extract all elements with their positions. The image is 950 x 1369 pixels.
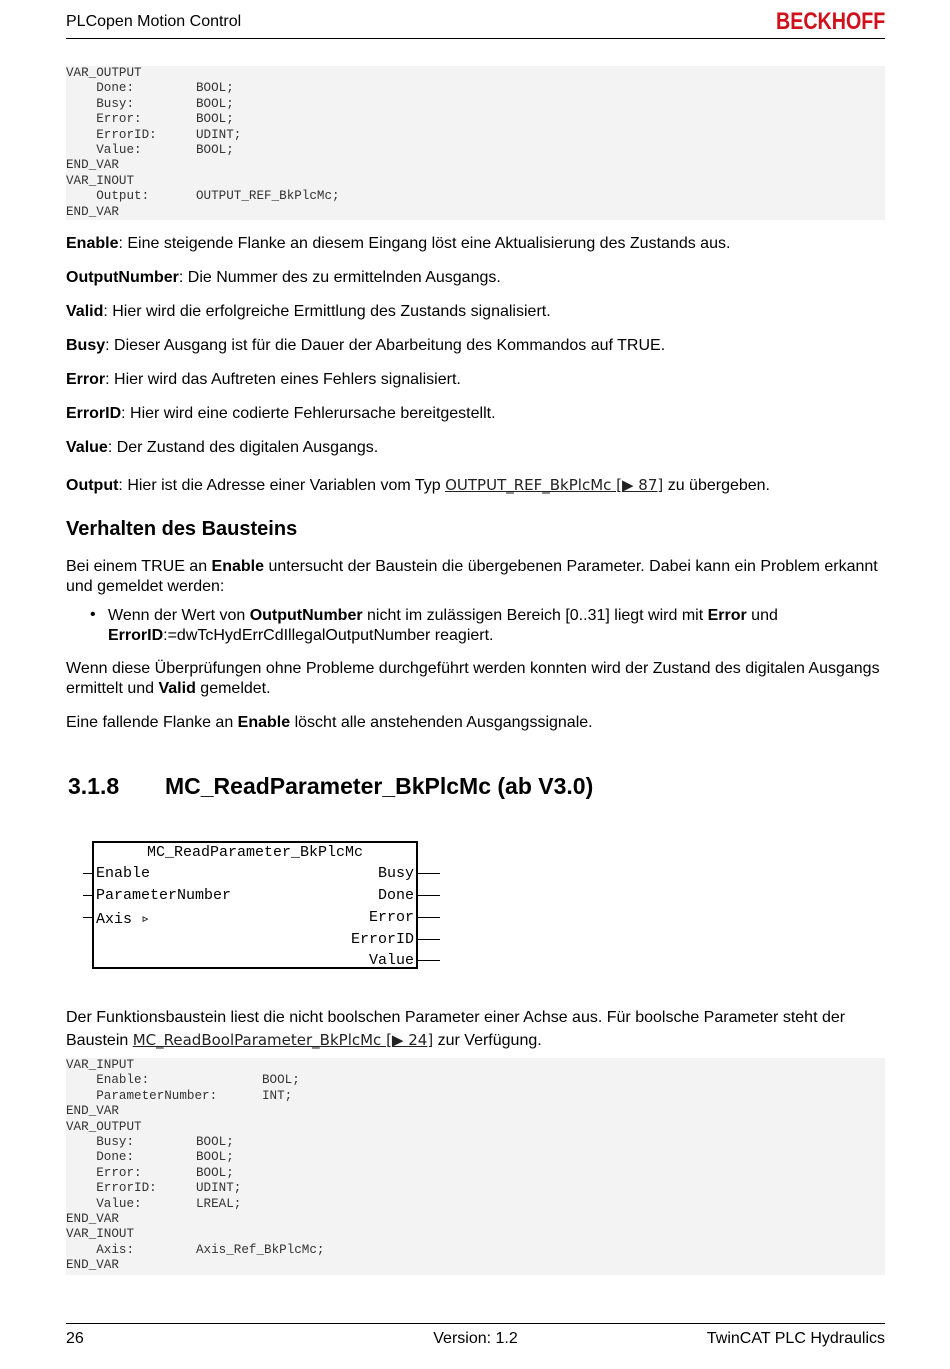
code-keyword: Error: [66,112,142,127]
code-keyword: END_VAR [66,158,119,173]
code-line [66,1243,885,1258]
code-line [66,128,885,143]
behaviour-paragraph-2: Wenn diese Überprüfungen ohne Probleme durchgeführt werden konnten wird der Zustand des digitalen Ausgangs ermittelt und Valid gemeldet. [66,660,880,697]
fb-pin-out-1 [418,873,440,874]
bullet-marker: • [90,606,96,623]
param-description-error [66,370,885,390]
code-keyword: Done: [66,81,135,96]
code-keyword: Axis: [66,1242,135,1257]
code-keyword: END_VAR [66,1211,119,1226]
param-description-enable [66,234,885,254]
code-line [66,174,885,189]
fb-input-parameternumber: ParameterNumber [96,887,232,904]
code-type: BOOL; [196,96,234,111]
code-keyword: Value: [66,1196,142,1211]
behaviour-paragraph-1: Bei einem TRUE an Enable untersucht der Baustein die übergebenen Parameter. Dabei kann ein Problem erkannt und gemeldet werden: [66,558,878,595]
fb-pin-out-5 [418,960,440,961]
code-keyword: END_VAR [66,1258,119,1273]
fb-output-value: Value [368,952,414,969]
code-line [66,189,885,204]
param-name: Busy [66,337,106,354]
param-text: : Dieser Ausgang ist für die Dauer der Abarbeitung des Kommandos auf TRUE. [105,337,666,354]
code-line [66,158,885,173]
header-title: PLCopen Motion Control [66,13,242,30]
code-line [66,1258,885,1273]
fb-pin-out-3 [418,917,440,918]
param-text: : Eine steigende Flanke an diesem Eingang löst eine Aktualisierung des Zustands aus. [118,235,731,252]
code-type: BOOL; [196,112,234,127]
code-line [66,1181,885,1196]
output-param-description [66,475,885,496]
code-line [66,1227,885,1242]
code-keyword: Enable: [66,1073,150,1088]
param-description-valid [66,302,885,322]
section-heading-behaviour: Verhalten des Bausteins [66,518,298,540]
version-label: Version: 1.2 [433,1330,518,1347]
param-name: Value [66,439,108,456]
code-keyword: ErrorID: [66,127,157,142]
code-type: BOOL; [196,1165,234,1180]
code-keyword: Value: [66,142,142,157]
code-type: UDINT; [196,127,242,142]
fb-pin-in-2 [83,895,92,896]
fb-description: Der Funktionsbaustein liest die nicht boolschen Parameter einer Achse aus. Für boolsche Parameter steht der Baustein MC_ReadBoolParameter_BkPlcMc [▶ 24] zur Verfügung. [66,1009,846,1049]
fb-pin-out-4 [418,939,440,940]
code-line [66,97,885,112]
fb-output-errorid: ErrorID [350,931,414,948]
fb-input-enable: Enable [96,865,151,882]
output-ref-link[interactable]: OUTPUT_REF_BkPlcMc [▶ 87] [445,476,664,494]
function-block-diagram [92,841,418,969]
param-description-errorid [66,404,885,424]
param-text: : Der Zustand des digitalen Ausgangs. [107,439,379,456]
code-line [66,1089,885,1104]
code-line [66,1212,885,1227]
code-type: OUTPUT_REF_BkPlcMc; [196,189,340,204]
section-title: MC_ReadParameter_BkPlcMc (ab V3.0) [165,773,594,799]
param-text: : Hier wird eine codierte Fehlerursache bereitgestellt. [121,405,496,422]
fb-pin-out-2 [418,895,440,896]
code-line [66,1197,885,1212]
param-name: Output [66,477,119,494]
fb-pin-in-3 [83,917,92,918]
code-block-declaration [66,1058,885,1275]
code-keyword: VAR_INPUT [66,1058,135,1072]
code-keyword: VAR_INOUT [66,1227,135,1242]
code-line [66,81,885,96]
param-description-outputnumber [66,268,885,288]
code-keyword: Output: [66,189,150,204]
code-line [66,1058,885,1073]
code-line [66,1166,885,1181]
code-line [66,143,885,158]
code-line [66,205,885,220]
code-type: Axis_Ref_BkPlcMc; [196,1242,325,1257]
read-bool-parameter-link[interactable]: MC_ReadBoolParameter_BkPlcMc [▶ 24] [132,1031,434,1049]
fb-output-error: Error [368,909,414,926]
beckhoff-logo: BECKHOFF [775,8,885,35]
code-keyword: VAR_INOUT [66,173,135,188]
code-keyword: Busy: [66,96,135,111]
param-text: : Hier wird das Auftreten eines Fehlers signalisiert. [105,371,461,388]
behaviour-paragraph-3: Eine fallende Flanke an Enable löscht alle anstehenden Ausgangssignale. [66,714,593,731]
code-type: BOOL; [262,1073,300,1088]
code-line [66,112,885,127]
param-text: : Die Nummer des zu ermittelnden Ausgangs. [178,269,501,286]
code-line [66,1104,885,1119]
code-line [66,1150,885,1165]
param-name: ErrorID [66,405,122,422]
page-header [66,8,885,39]
code-type: UDINT; [196,1181,242,1196]
code-keyword: END_VAR [66,204,119,219]
code-keyword: ErrorID: [66,1181,157,1196]
code-type: INT; [262,1088,293,1103]
param-description-busy [66,336,885,356]
code-type: BOOL; [196,142,234,157]
param-text: : Hier wird die erfolgreiche Ermittlung des Zustands signalisiert. [103,303,551,320]
fb-output-done: Done [377,887,414,904]
code-type: BOOL; [196,1134,234,1149]
code-line [66,1135,885,1150]
fb-input-axis: Axis ▹ [96,911,151,928]
param-name: Error [66,371,106,388]
param-name: Valid [66,303,104,320]
page-number: 26 [66,1330,84,1347]
code-keyword: VAR_OUTPUT [66,66,142,80]
code-line [66,1073,885,1088]
behaviour-bullet-item: Wenn der Wert von OutputNumber nicht im zulässigen Bereich [0..31] liegt wird mit Error und ErrorID:=dwTcHydErrCdIllegalOutputNumber reagiert. [108,607,778,644]
code-block-outputs [66,66,885,220]
code-keyword: END_VAR [66,1104,119,1119]
product-name: TwinCAT PLC Hydraulics [706,1330,885,1347]
code-keyword: VAR_OUTPUT [66,1119,142,1134]
page-footer [66,1323,885,1354]
param-text: : Hier ist die Adresse einer Variablen vom Typ [118,477,446,494]
param-name: Enable [66,235,119,252]
param-name: OutputNumber [66,269,179,286]
param-text-end: zu übergeben. [663,477,770,494]
code-type: BOOL; [196,81,234,96]
fb-output-busy: Busy [377,865,414,882]
code-keyword: Error: [66,1165,142,1180]
code-keyword: ParameterNumber: [66,1088,218,1103]
fb-name: MC_ReadParameter_BkPlcMc [146,844,364,861]
code-keyword: Done: [66,1150,135,1165]
code-line [66,1120,885,1135]
code-keyword: Busy: [66,1134,135,1149]
fb-pin-in-1 [83,873,92,874]
section-number: 3.1.8 [68,773,120,799]
code-type: BOOL; [196,1150,234,1165]
code-type: LREAL; [196,1196,242,1211]
param-description-value [66,438,885,458]
code-line [66,66,885,81]
